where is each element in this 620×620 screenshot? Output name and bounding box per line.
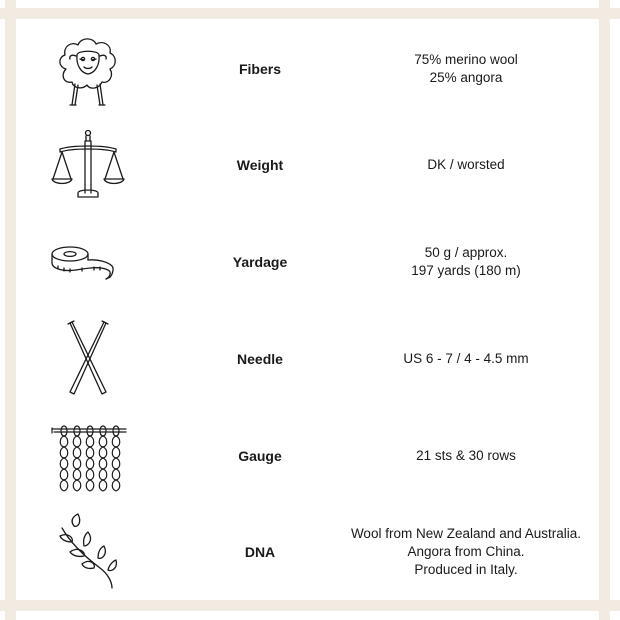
- spec-value-line: 21 sts & 30 rows: [416, 448, 516, 463]
- spec-row-needle: [20, 311, 600, 407]
- knit-stitch-icon: [48, 416, 128, 496]
- spec-row-yardage: [20, 214, 600, 310]
- frame-left-border: [5, 0, 16, 620]
- spec-value-gauge: [330, 408, 602, 504]
- spec-value-needle: [330, 311, 602, 407]
- spec-value-line: Wool from New Zealand and Australia.: [350, 526, 582, 541]
- tape-measure-icon: [48, 222, 128, 302]
- sheep-icon: [48, 29, 128, 109]
- spec-label-weight: Weight: [236, 157, 284, 173]
- spec-value-line: 75% merino wool: [414, 52, 518, 67]
- spec-value-line: 50 g / approx.: [424, 245, 508, 260]
- spec-value-line: 197 yards (180 m): [411, 263, 521, 278]
- spec-label-needle: Needle: [237, 351, 283, 367]
- frame-bottom-border: [0, 600, 620, 611]
- spec-value-line: Angora from China.: [407, 544, 525, 559]
- spec-label-fibers: Fibers: [238, 61, 281, 77]
- spec-row-gauge: [20, 408, 600, 504]
- scale-icon: [48, 125, 128, 205]
- spec-value-line: Produced in Italy.: [414, 562, 518, 577]
- spec-value-dna: [330, 504, 602, 600]
- spec-value-fibers: [330, 21, 602, 117]
- frame-top-border: [0, 8, 620, 19]
- spec-label-gauge: Gauge: [238, 448, 282, 464]
- spec-value-line: 25% angora: [429, 70, 503, 85]
- spec-value-yardage: [330, 214, 602, 310]
- knitting-needles-icon: [48, 319, 128, 399]
- leaf-branch-icon: [48, 512, 128, 592]
- spec-value-weight: [330, 117, 602, 213]
- spec-label-dna: DNA: [244, 544, 276, 560]
- spec-value-line: US 6 - 7 / 4 - 4.5 mm: [403, 351, 529, 366]
- spec-row-weight: [20, 117, 600, 213]
- spec-value-line: DK / worsted: [427, 157, 505, 172]
- spec-label-yardage: Yardage: [232, 254, 288, 270]
- spec-row-fibers: [20, 21, 600, 117]
- spec-row-dna: [20, 504, 600, 600]
